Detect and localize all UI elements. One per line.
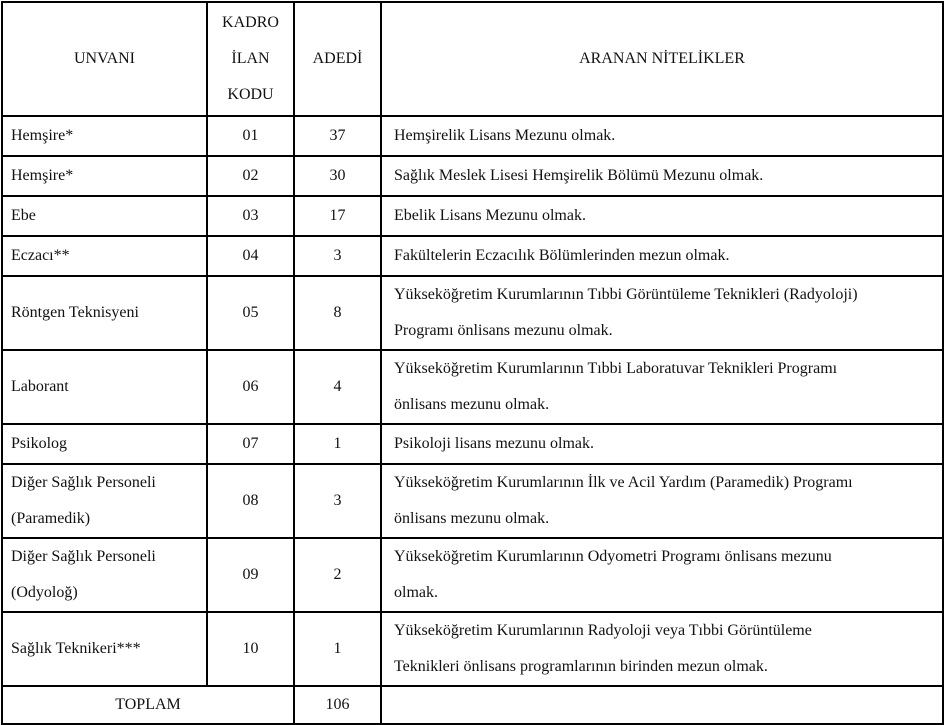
- nitelik-cell: [381, 350, 943, 424]
- header-adedi: ADEDİ: [294, 2, 381, 116]
- nitelik-cell-line: önlisans mezunu olmak.: [394, 396, 550, 413]
- nitelik-cell: [381, 612, 943, 686]
- nitelik-cell: [381, 276, 943, 350]
- table-row: [2, 116, 943, 156]
- unvan-cell-line: Ebe: [11, 207, 36, 224]
- adet-cell: 1: [294, 424, 381, 464]
- nitelik-cell-line: önlisans mezunu olmak.: [394, 510, 550, 527]
- nitelik-cell-line: Psikoloji lisans mezunu olmak.: [394, 435, 594, 452]
- adet-cell: 4: [294, 350, 381, 424]
- nitelik-cell-line: Yükseköğretim Kurumlarının Odyometri Programı önlisans mezunu: [394, 548, 832, 565]
- unvan-cell-line: Hemşire*: [11, 167, 74, 184]
- nitelik-cell: [381, 196, 943, 236]
- nitelik-cell: [381, 538, 943, 612]
- unvan-cell-line: Diğer Sağlık Personeli: [11, 474, 156, 491]
- nitelik-cell: [381, 464, 943, 538]
- nitelik-cell-line: olmak.: [394, 584, 438, 601]
- unvan-cell-line: Röntgen Teknisyeni: [11, 304, 139, 321]
- table-row: [2, 538, 943, 612]
- unvan-cell: [2, 612, 207, 686]
- unvan-cell-line: Sağlık Teknikeri***: [11, 640, 141, 657]
- table-row: [2, 156, 943, 196]
- unvan-cell-line: Eczacı**: [11, 247, 70, 264]
- nitelik-cell-line: Programı önlisans mezunu olmak.: [394, 322, 613, 339]
- header-kod-line: KADRO: [222, 14, 279, 31]
- kod-cell: 08: [207, 464, 294, 538]
- unvan-cell: [2, 196, 207, 236]
- kod-cell: 07: [207, 424, 294, 464]
- total-row: [2, 686, 943, 724]
- adet-cell: 3: [294, 236, 381, 276]
- adet-cell: 30: [294, 156, 381, 196]
- nitelik-cell: [381, 236, 943, 276]
- unvan-cell-line: (Odyoloğ): [11, 584, 78, 601]
- kod-cell: 05: [207, 276, 294, 350]
- unvan-cell: [2, 464, 207, 538]
- table-row: [2, 464, 943, 538]
- kod-cell: 03: [207, 196, 294, 236]
- nitelik-cell-line: Teknikleri önlisans programlarının birinden mezun olmak.: [394, 658, 768, 675]
- unvan-cell-line: Diğer Sağlık Personeli: [11, 548, 156, 565]
- adet-cell: 3: [294, 464, 381, 538]
- kod-cell: 06: [207, 350, 294, 424]
- nitelik-cell-line: Yükseköğretim Kurumlarının Radyoloji veya Tıbbi Görüntüleme: [394, 622, 812, 639]
- unvan-cell: [2, 276, 207, 350]
- nitelik-cell-line: Hemşirelik Lisans Mezunu olmak.: [394, 127, 616, 144]
- total-label: TOPLAM: [2, 686, 294, 724]
- nitelik-cell-line: Fakültelerin Eczacılık Bölümlerinden mezun olmak.: [394, 247, 730, 264]
- total-empty-cell: [381, 686, 943, 724]
- nitelik-cell-line: Sağlık Meslek Lisesi Hemşirelik Bölümü Mezunu olmak.: [394, 167, 764, 184]
- nitelik-cell-line: Yükseköğretim Kurumlarının Tıbbi Laboratuvar Teknikleri Programı: [394, 360, 838, 377]
- table-row: [2, 350, 943, 424]
- nitelik-cell: [381, 116, 943, 156]
- kod-cell: 02: [207, 156, 294, 196]
- unvan-cell: [2, 350, 207, 424]
- unvan-cell-line: Hemşire*: [11, 127, 74, 144]
- header-kod-line: İLAN: [231, 50, 270, 67]
- unvan-cell: [2, 424, 207, 464]
- adet-cell: 17: [294, 196, 381, 236]
- table-row: [2, 424, 943, 464]
- header-row: [2, 2, 943, 116]
- table-row: [2, 236, 943, 276]
- kadro-table: [1, 1, 944, 725]
- unvan-cell-line: Psikolog: [11, 435, 68, 452]
- nitelik-cell-line: Yükseköğretim Kurumlarının İlk ve Acil Yardım (Paramedik) Programı: [394, 474, 853, 491]
- header-kadro-ilan-kodu: [207, 2, 294, 116]
- adet-cell: 37: [294, 116, 381, 156]
- unvan-cell: [2, 156, 207, 196]
- kod-cell: 01: [207, 116, 294, 156]
- nitelik-cell: [381, 424, 943, 464]
- header-aranan-nitelikler: ARANAN NİTELİKLER: [381, 2, 943, 116]
- unvan-cell: [2, 538, 207, 612]
- unvan-cell-line: Laborant: [11, 378, 69, 395]
- kod-cell: 09: [207, 538, 294, 612]
- adet-cell: 8: [294, 276, 381, 350]
- table-row: [2, 276, 943, 350]
- table-row: [2, 196, 943, 236]
- table-row: [2, 612, 943, 686]
- header-unvan: UNVANI: [2, 2, 207, 116]
- nitelik-cell-line: Yükseköğretim Kurumlarının Tıbbi Görüntüleme Teknikleri (Radyoloji): [394, 286, 858, 303]
- kod-cell: 04: [207, 236, 294, 276]
- unvan-cell-line: (Paramedik): [11, 510, 91, 527]
- unvan-cell: [2, 116, 207, 156]
- nitelik-cell-line: Ebelik Lisans Mezunu olmak.: [394, 207, 586, 224]
- total-value: 106: [294, 686, 381, 724]
- nitelik-cell: [381, 156, 943, 196]
- kod-cell: 10: [207, 612, 294, 686]
- header-kod-line: KODU: [227, 86, 274, 103]
- adet-cell: 1: [294, 612, 381, 686]
- unvan-cell: [2, 236, 207, 276]
- adet-cell: 2: [294, 538, 381, 612]
